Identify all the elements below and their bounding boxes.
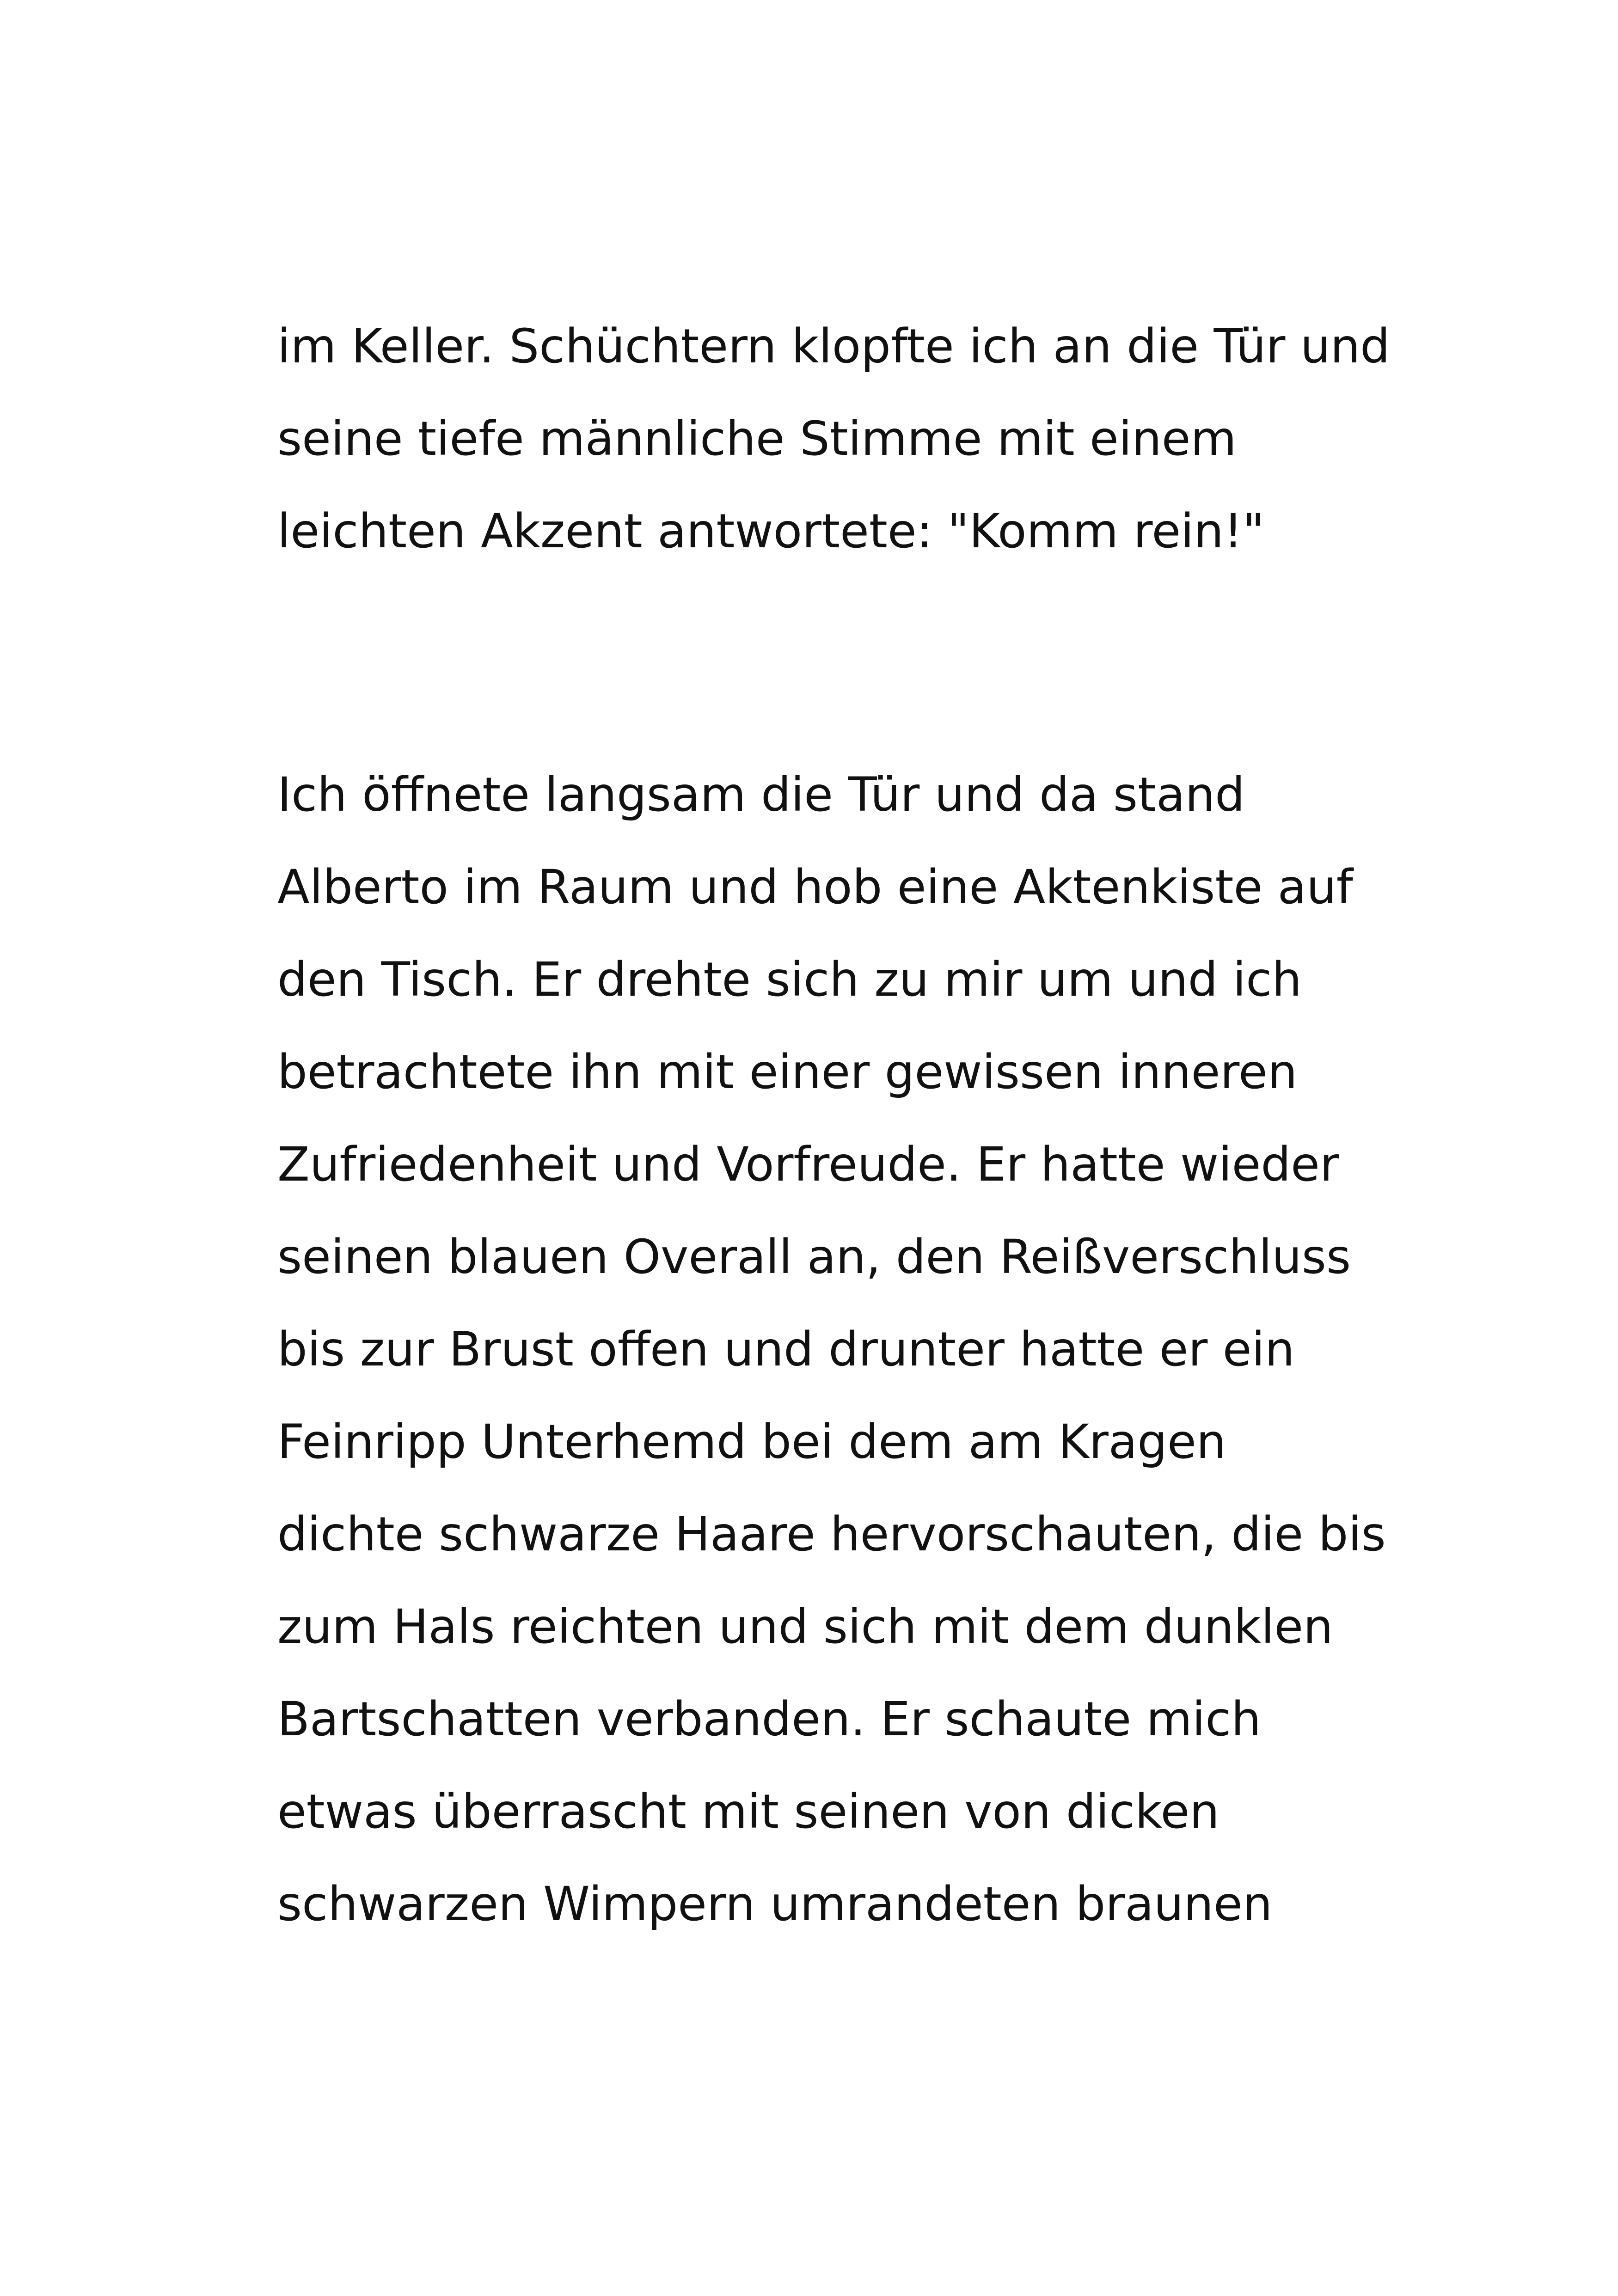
- text-line: seinen blauen Overall an, den Reißverschluss: [277, 1230, 1351, 1285]
- text-line: Ich öffnete langsam die Tür und da stand: [277, 767, 1245, 822]
- text-line: zum Hals reichten und sich mit dem dunklen: [277, 1599, 1333, 1654]
- text-line: seine tiefe männliche Stimme mit einem: [277, 411, 1237, 466]
- text-line: im Keller. Schüchtern klopfte ich an die Tür und: [277, 319, 1390, 374]
- paragraph-1: [277, 300, 1390, 578]
- text-line: Alberto im Raum und hob eine Aktenkiste auf: [277, 860, 1353, 915]
- text-line: schwarzen Wimpern umrandeten braunen: [277, 1877, 1273, 1932]
- text-line: leichten Akzent antwortete: "Komm rein!": [277, 504, 1264, 559]
- text-line: Bartschatten verbanden. Er schaute mich: [277, 1692, 1261, 1747]
- text-line: bis zur Brust offen und drunter hatte er ein: [277, 1322, 1295, 1377]
- text-line: etwas überrascht mit seinen von dicken: [277, 1784, 1220, 1839]
- text-line: Zufriedenheit und Vorfreude. Er hatte wieder: [277, 1137, 1339, 1192]
- text-line: betrachtete ihn mit einer gewissen inneren: [277, 1045, 1298, 1100]
- text-line: Feinripp Unterhemd bei dem am Kragen: [277, 1414, 1226, 1469]
- paragraph-2: [277, 749, 1387, 1951]
- text-line: dichte schwarze Haare hervorschauten, die bis: [277, 1507, 1386, 1562]
- text-line: den Tisch. Er drehte sich zu mir um und ich: [277, 952, 1302, 1007]
